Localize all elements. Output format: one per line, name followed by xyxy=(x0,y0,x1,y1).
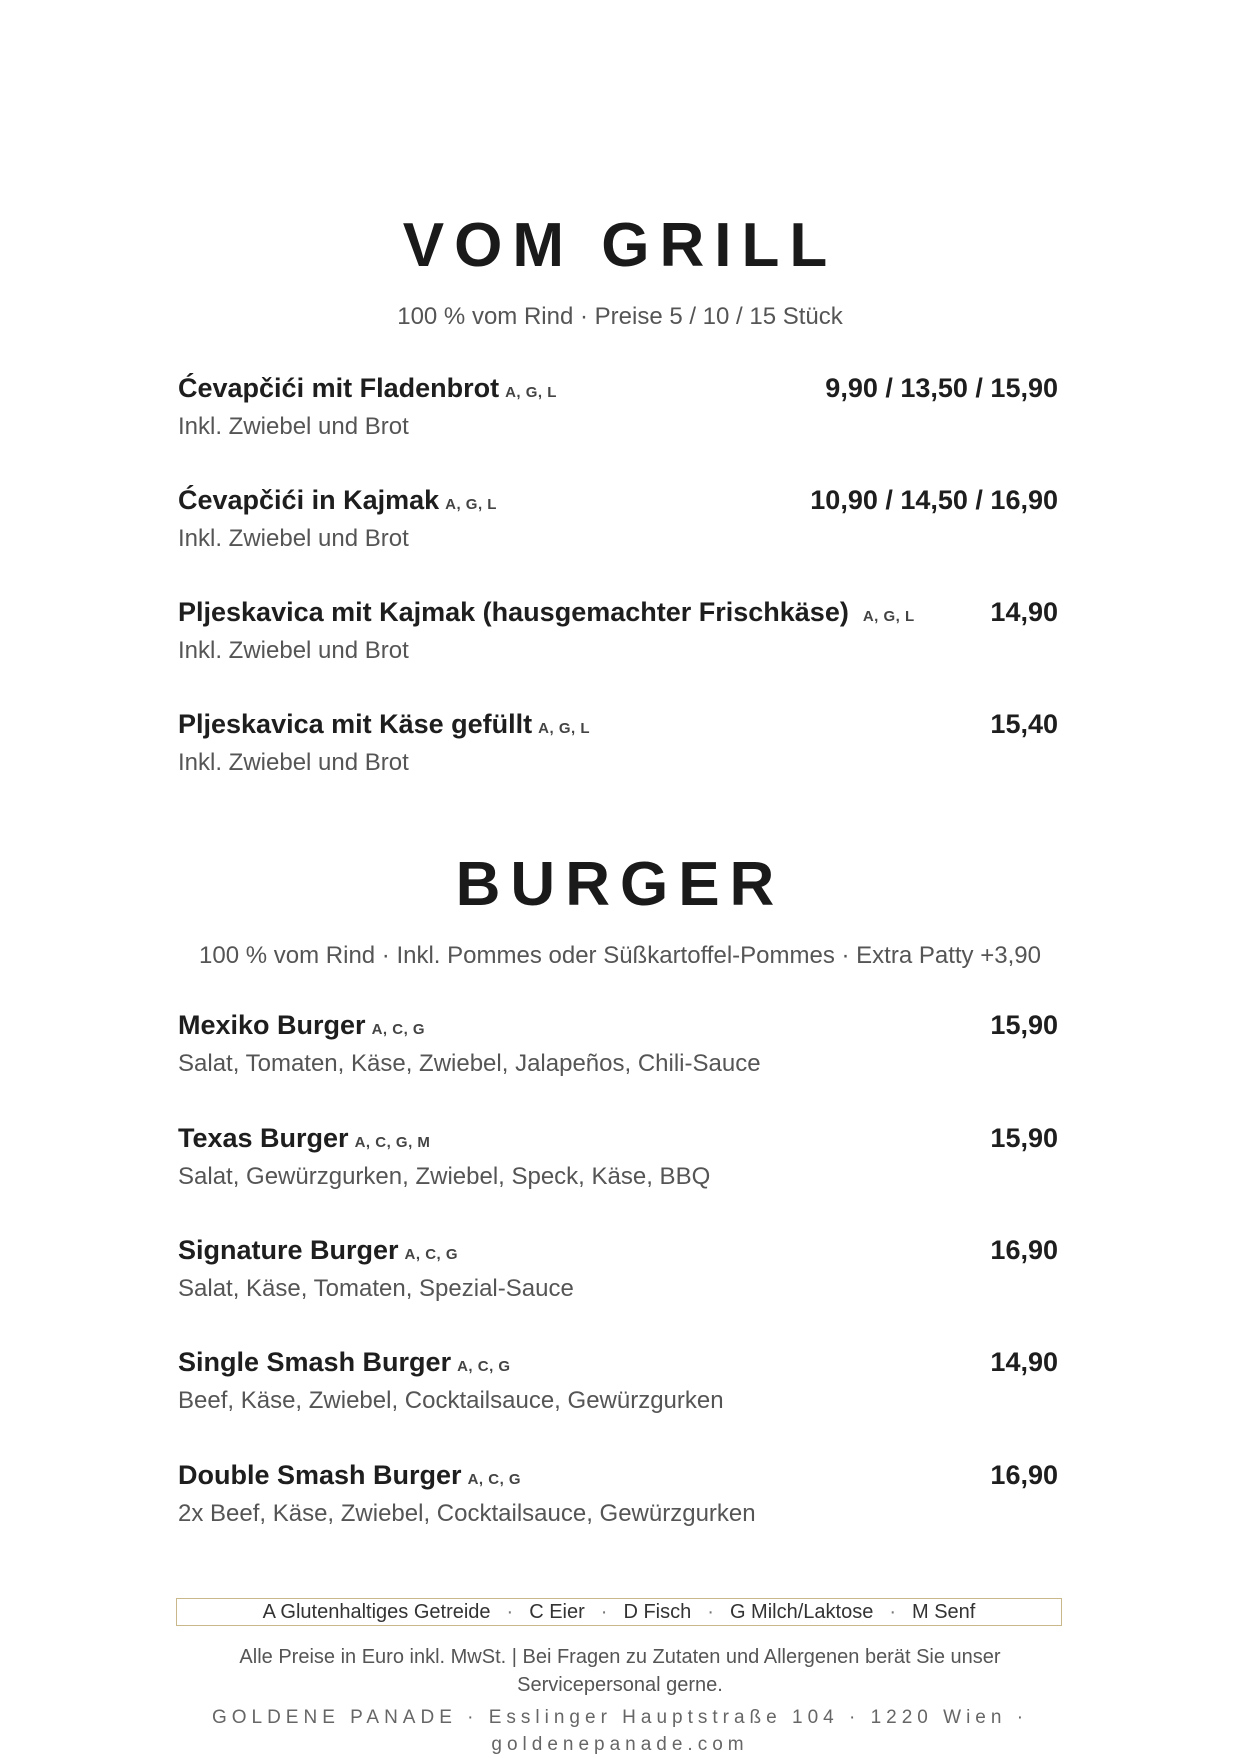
legend-separator: · xyxy=(889,1600,896,1623)
menu-item xyxy=(178,709,1058,789)
menu-item xyxy=(178,1123,1058,1203)
item-price: 10,90 / 14,50 / 16,90 xyxy=(810,485,1058,515)
footer-note: Alle Preise in Euro inkl. MwSt. | Bei Fragen zu Zutaten und Allergenen berät Sie unser Servicepersonal gerne. xyxy=(239,1646,1001,1696)
legend-item: C Eier xyxy=(529,1600,585,1623)
menu-item xyxy=(178,1460,1058,1540)
item-price: 15,90 xyxy=(990,1123,1058,1153)
legend-item: D Fisch xyxy=(623,1600,692,1623)
item-allergens: A, C, G xyxy=(457,1358,511,1375)
item-price: 14,90 xyxy=(990,1347,1058,1377)
item-description: Inkl. Zwiebel und Brot xyxy=(178,525,409,552)
legend-item: G Milch/Laktose xyxy=(729,1600,874,1623)
item-description: Inkl. Zwiebel und Brot xyxy=(178,749,409,776)
item-name: Ćevapčići in Kajmak A, G, L xyxy=(178,485,497,515)
item-allergens: A, C, G, M xyxy=(354,1134,431,1151)
legend-item: A Glutenhaltiges Getreide xyxy=(262,1600,491,1623)
legend-item: M Senf xyxy=(912,1600,976,1623)
item-price: 15,40 xyxy=(990,709,1058,739)
legend-separator: · xyxy=(600,1600,608,1623)
legend-separator: · xyxy=(506,1600,514,1623)
item-name: Pljeskavica mit Käse gefüllt A, G, L xyxy=(178,709,591,739)
item-description: Salat, Gewürzgurken, Zwiebel, Speck, Käse, BBQ xyxy=(178,1163,711,1190)
item-description: 2x Beef, Käse, Zwiebel, Cocktailsauce, Gewürzgurken xyxy=(178,1500,756,1527)
menu-item xyxy=(178,1347,1058,1427)
item-price: 16,90 xyxy=(990,1460,1058,1490)
item-name: Texas Burger A, C, G, M xyxy=(178,1123,431,1153)
item-allergens: A, C, G xyxy=(467,1471,522,1488)
item-allergens: A, G, L xyxy=(862,608,915,625)
item-price: 16,90 xyxy=(990,1235,1058,1265)
legend-separator: · xyxy=(707,1600,714,1623)
section-subtitle-burger: 100 % vom Rind · Inkl. Pommes oder Süßkartoffel-Pommes · Extra Patty +3,90 xyxy=(199,942,1041,969)
menu-item xyxy=(178,1235,1058,1315)
item-price: 9,90 / 13,50 / 15,90 xyxy=(825,373,1058,403)
item-description: Salat, Tomaten, Käse, Zwiebel, Jalapeños, Chili-Sauce xyxy=(178,1050,761,1077)
item-allergens: A, C, G xyxy=(371,1021,426,1038)
menu-item xyxy=(178,597,1058,677)
menu-item xyxy=(178,485,1058,565)
item-price: 14,90 xyxy=(990,597,1058,627)
item-description: Salat, Käse, Tomaten, Spezial-Sauce xyxy=(178,1275,574,1302)
item-allergens: A, G, L xyxy=(445,496,497,513)
item-description: Inkl. Zwiebel und Brot xyxy=(178,413,409,440)
item-allergens: A, G, L xyxy=(538,720,591,737)
section-title-grill: VOM GRILL xyxy=(402,211,838,280)
allergen-legend xyxy=(176,1598,1062,1626)
section-title-burger: BURGER xyxy=(455,850,785,919)
item-allergens: A, C, G xyxy=(404,1246,459,1263)
item-name: Double Smash Burger A, C, G xyxy=(178,1460,522,1490)
menu-item xyxy=(178,373,1058,453)
item-price: 15,90 xyxy=(990,1010,1058,1040)
item-name: Ćevapčići mit Fladenbrot A, G, L xyxy=(178,373,557,403)
footer-address: GOLDENE PANADE · Esslinger Hauptstraße 104 · 1220 Wien · goldenepanade.com xyxy=(211,1707,1029,1755)
menu-item xyxy=(178,1010,1058,1090)
section-subtitle-grill: 100 % vom Rind · Preise 5 / 10 / 15 Stück xyxy=(397,303,843,330)
item-description: Beef, Käse, Zwiebel, Cocktailsauce, Gewürzgurken xyxy=(178,1387,724,1414)
item-name: Signature Burger A, C, G xyxy=(178,1235,459,1265)
item-name: Pljeskavica mit Kajmak (hausgemachter Frischkäse) A, G, L xyxy=(178,597,915,627)
item-name: Mexiko Burger A, C, G xyxy=(178,1010,426,1040)
item-name: Single Smash Burger A, C, G xyxy=(178,1347,511,1377)
item-allergens: A, G, L xyxy=(505,384,557,401)
item-description: Inkl. Zwiebel und Brot xyxy=(178,637,409,664)
